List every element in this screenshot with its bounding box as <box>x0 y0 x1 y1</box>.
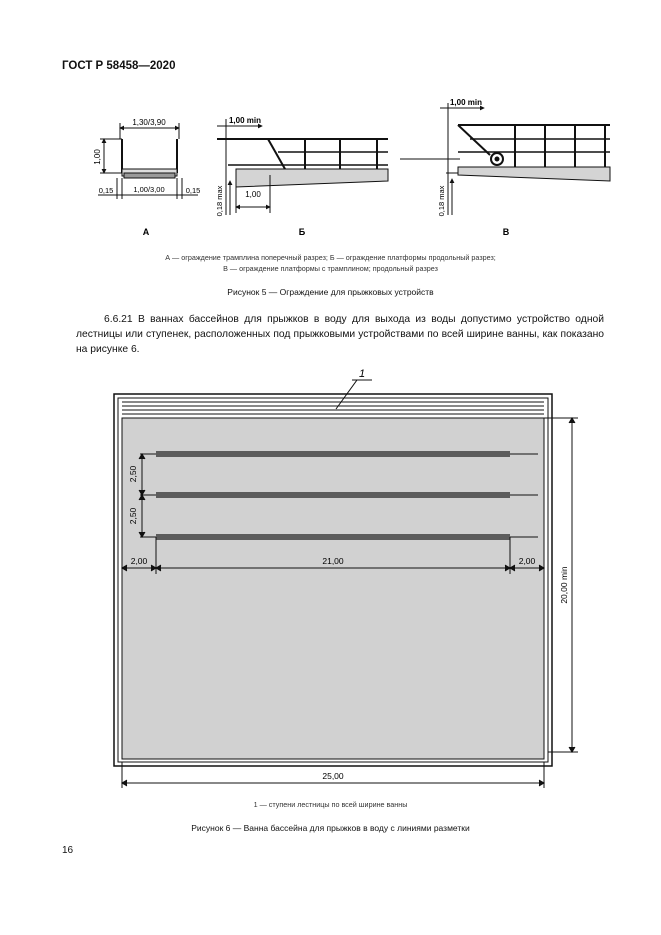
panel-a-dim-top: 1,30/3,90 <box>132 118 166 127</box>
figure-5-caption <box>0 252 661 274</box>
page-number: 16 <box>62 845 74 856</box>
pool-water <box>122 418 544 759</box>
panel-v-dim-max: 0,18 max <box>437 185 446 217</box>
callout-number: 1 <box>358 368 366 380</box>
dim-middle: 21,00 <box>322 556 344 566</box>
panel-b-dim-max: 0,18 max <box>215 185 224 217</box>
clause-paragraph: 6.6.21 В ваннах бассейнов для прыжков в воду для выхода из воды допустимо устройство одной лестницы или ступенек, расположенных под прыжковыми устройствами по всей ширине ванны, как показано на рисунке 6. <box>76 314 604 355</box>
panel-b-label: Б <box>298 227 306 237</box>
panel-v-dim-min: 1,00 min <box>449 98 483 107</box>
figure-6-title: Рисунок 6 — Ванна бассейна для прыжков в воду с линиями разметки <box>191 823 470 833</box>
figure-5-drawing <box>0 95 661 245</box>
panel-v-drawing <box>400 103 610 215</box>
figure-6-drawing <box>0 360 661 795</box>
dim-height: 20,00 min <box>559 566 569 604</box>
panel-a-dim-bottom: 1,00/3,00 <box>133 185 165 194</box>
panel-b-dim-min: 1,00 min <box>228 116 262 125</box>
panel-v-label: В <box>502 227 510 237</box>
figure-5-title: Рисунок 5 — Ограждение для прыжковых устройств <box>227 287 434 297</box>
figure-5-caption-line-2: В — ограждение платформы с трамплином; продольный разрез <box>223 264 438 273</box>
dim-width: 25,00 <box>322 771 344 781</box>
document-header: ГОСТ Р 58458—2020 <box>62 60 176 72</box>
dim-left: 2,00 <box>130 556 148 566</box>
panel-b-dim-length: 1,00 <box>245 190 261 199</box>
figure-5-caption-line-1: А — ограждение трамплина поперечный разрез; Б — ограждение платформы продольный разрез; <box>165 253 496 262</box>
panel-a-dim-right: 0,15 <box>185 186 201 195</box>
dim-gap-1: 2,50 <box>128 465 138 483</box>
panel-a-dim-height: 1,00 <box>93 149 102 165</box>
dim-gap-2: 2,50 <box>128 507 138 525</box>
panel-a-label: А <box>142 227 150 237</box>
dim-right: 2,00 <box>518 556 536 566</box>
panel-b-drawing <box>217 119 388 215</box>
figure-6-legend: 1 — ступени лестницы по всей ширине ванны <box>253 800 408 809</box>
panel-a-dim-left: 0,15 <box>98 186 114 195</box>
